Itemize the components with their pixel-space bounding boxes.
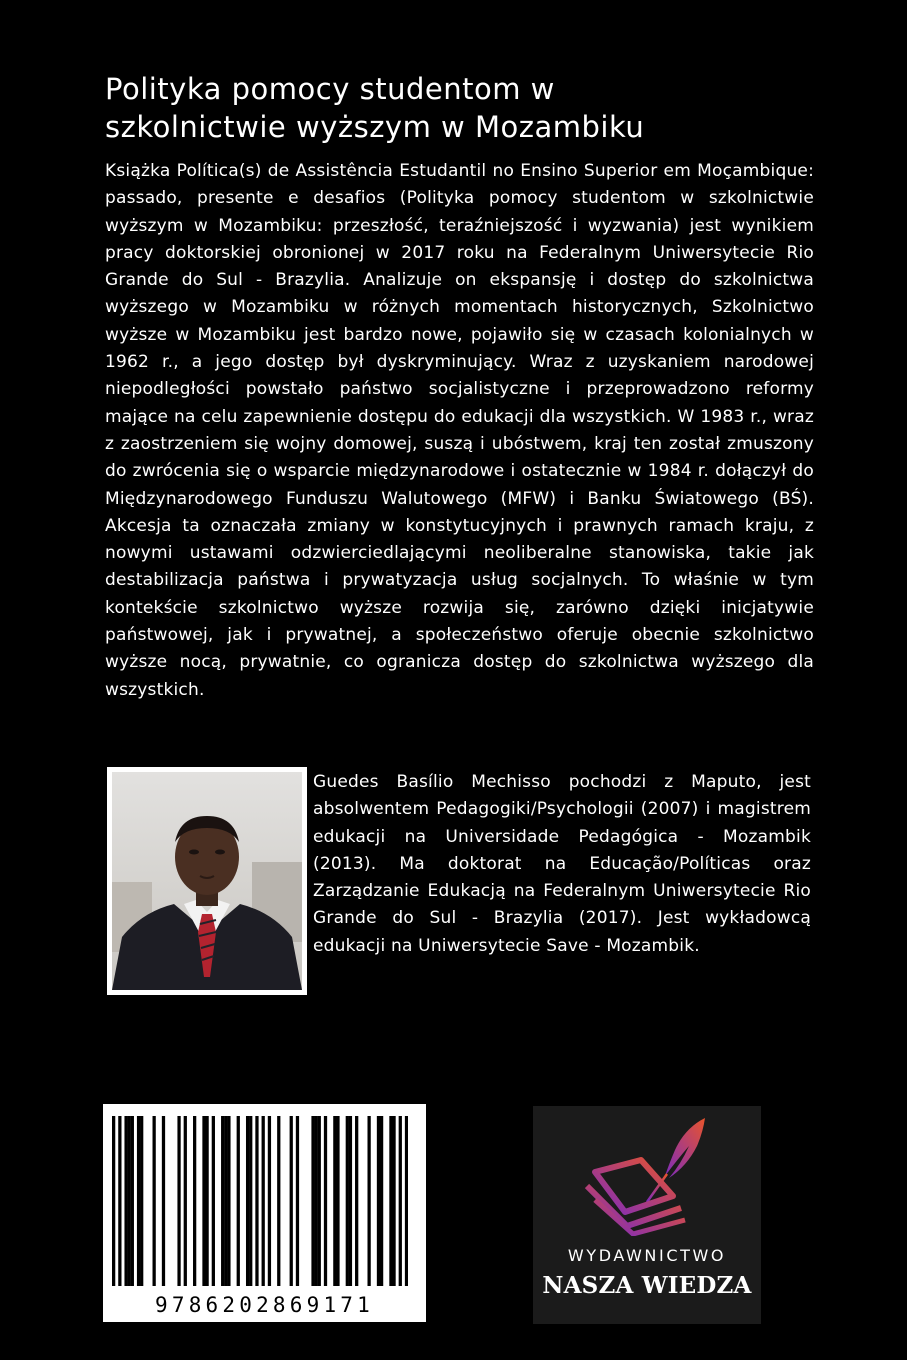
book-title-line-1: Polityka pomocy studentom w — [105, 72, 555, 106]
book-title-line-2: szkolnictwie wyższym w Mozambiku — [105, 110, 645, 144]
barcode-bars — [112, 1116, 408, 1286]
barcode-bar — [249, 1116, 252, 1286]
barcode-bar — [311, 1116, 314, 1286]
author-photo — [107, 767, 307, 995]
barcode-bar — [346, 1116, 349, 1286]
barcode-bar — [177, 1116, 180, 1286]
barcode-bar — [221, 1116, 224, 1286]
barcode-bar — [205, 1116, 208, 1286]
book-title — [105, 70, 825, 146]
barcode-bar — [315, 1116, 318, 1286]
barcode-bar — [162, 1116, 165, 1286]
book-quill-logo-icon — [577, 1116, 717, 1236]
barcode-bar — [333, 1116, 336, 1286]
barcode-bar — [227, 1116, 230, 1286]
barcode-bar — [202, 1116, 205, 1286]
barcode-bar — [399, 1116, 402, 1286]
barcode-bar — [153, 1116, 156, 1286]
barcode-bar — [296, 1116, 299, 1286]
barcode-bar — [124, 1116, 127, 1286]
publisher-logo-box — [533, 1106, 761, 1324]
barcode-bar — [318, 1116, 321, 1286]
publisher-name: NASZA WIEDZA — [542, 1272, 752, 1299]
barcode-bar — [255, 1116, 258, 1286]
barcode-bar — [367, 1116, 370, 1286]
barcode-bar — [336, 1116, 339, 1286]
author-bio: Guedes Basílio Mechisso pochodzi z Maputo, jest absolwentem Pedagogiki/Psychologii (2007) i magistrem edukacji na Universidade Pedagógica - Mozambik (2013). Ma doktorat na Educação/Políticas oraz Zarządzanie Edukacją na Federalnym Uniwersytecie Rio Grande do Sul - Brazylia (2017). Jest wykładowcą edukacji na Uniwersytecie Save - Mozambik. — [313, 772, 811, 956]
barcode-bar — [212, 1116, 215, 1286]
publisher-label: WYDAWNICTWO — [567, 1246, 727, 1265]
barcode-bar — [128, 1116, 131, 1286]
barcode-bar — [380, 1116, 383, 1286]
barcode-bar — [193, 1116, 196, 1286]
barcode-bar — [277, 1116, 280, 1286]
barcode-bar — [137, 1116, 140, 1286]
barcode-bar — [355, 1116, 358, 1286]
barcode-bar — [389, 1116, 392, 1286]
book-description: Książka Política(s) de Assistência Estudantil no Ensino Superior em Moçambique: passado, presente e desafios (Polityka pomocy studentom w szkolnictwie wyższym w Mozambiku: przeszłość, teraźniejszość i wyzwania) jest wynikiem pracy doktorskiej obronionej w 2017 roku na Federalnym Uniwersytecie Rio Grande do Sul - Brazylia. Analizuje on ekspansję i dostęp do szkolnictwa wyższego w Mozambiku w różnych momentach historycznych, Szkolnictwo wyższe w Mozambiku jest bardzo nowe, pojawiło się w czasach kolonialnych w 1962 r., a jego dostęp był dyskryminujący. Wraz z uzyskaniem narodowej niepodległości powstało państwo socjalistyczne i przeprowadzono reformy mające na celu zapewnienie dostępu do edukacji dla wszystkich. W 1983 r., wraz z zaostrzeniem się wojny domowej, suszą i ubóstwem, kraj ten został zmuszony do zwrócenia się o wsparcie międzynarodowe i ostatecznie w 1984 r. dołączył do Międzynarodowego Funduszu Walutowego (MFW) i Banku Światowego (BŚ). Akcesja ta oznaczała zmiany w konstytucyjnych i prawnych ramach kraju, z nowymi ustawami odzwierciedlającymi neoliberalne stanowiska, takie jak destabilizacja państwa i prywatyzacja usług socjalnych. To właśnie w tym kontekście szkolnictwo wyższe rozwija się, zarówno dzięki inicjatywie państwowej, jak i prywatnej, a społeczeństwo oferuje obecnie szkolnictwo wyższe nocą, prywatnie, co ogranicza dostęp do szkolnictwa wyższego dla wszystkich. — [105, 161, 814, 700]
barcode-bar — [224, 1116, 227, 1286]
barcode-bar — [140, 1116, 143, 1286]
barcode-bar — [118, 1116, 121, 1286]
barcode-bar — [377, 1116, 380, 1286]
barcode-bar — [237, 1116, 240, 1286]
isbn-barcode — [103, 1104, 426, 1322]
barcode-bar — [349, 1116, 352, 1286]
barcode-bar — [184, 1116, 187, 1286]
barcode-bar — [290, 1116, 293, 1286]
barcode-bar — [405, 1116, 408, 1286]
barcode-bar — [112, 1116, 115, 1286]
author-portrait-icon — [112, 772, 302, 990]
barcode-bar — [246, 1116, 249, 1286]
barcode-bar — [131, 1116, 134, 1286]
barcode-bar — [262, 1116, 265, 1286]
author-portrait-image — [112, 772, 302, 990]
barcode-bar — [268, 1116, 271, 1286]
barcode-bar — [392, 1116, 395, 1286]
barcode-bar — [324, 1116, 327, 1286]
isbn-number: 9786202869171 — [103, 1290, 426, 1320]
